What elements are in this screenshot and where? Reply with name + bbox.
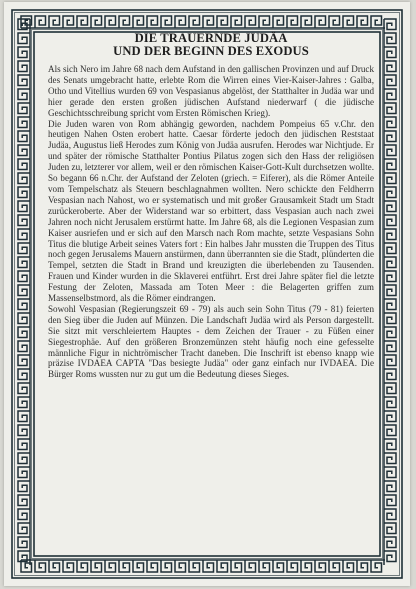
body-text — [48, 64, 374, 380]
title-line-1: DIE TRAUERNDE JUDÄA — [134, 31, 288, 45]
title-line-2: UND DER BEGINN DES EXODUS — [113, 44, 309, 58]
paragraph-3: Sowohl Vespasian (Regierungszeit 69 - 79) als auch sein Sohn Titus (79 - 81) feierten den Sieg über die Juden auf Münzen. Die Landschaft Judäa wird als Person dargestellt. Sie sitzt mit verschleiertem Hauptes - dem Zeichen der Trauer - zu Füßen einer Siegestrophäe. Auf den größeren Bronzemünzen steht häufig noch eine gefesselte männliche Figur in nichtrömischer Tracht daneben. Die Inschrift ist ebenso knapp wie präzise IVDAEA CAPTA "Das besiegte Judäa" oder ganz einfach nur IVDAEA. Die Bürger Roms wussten nur zu gut um die Bedeutung dieses Sieges. — [48, 303, 374, 380]
paragraph-2: Die Juden waren von Rom abhängig geworden, nachdem Pompeius 65 v.Chr. den heutigen Nahen Osten erobert hatte. Caesar förderte jedoch den jüdischen Reststaat Judäa, Augustus ließ Herodes zum König von Judäa ausrufen. Herodes war Nichtjude. Er und später der römische Statthalter Pontius Pilatus zogen sich den Hass der religiösen Juden zu, letzterer vor allem, weil er den römischen Kaiser-Gott-Kult durchsetzen wollte. So begann 66 n.Chr. der Aufstand der Zeloten (griech. = Eiferer), als die Römer Anteile vom Tempelschatz als Steuern beschlagnahmen wollten. Nero schickte den Feldherrn Vespasian nach Nahost, wo er systematisch und mit großer Grausamkeit Stadt um Stadt zurückeroberte. Aber der Widerstand war so erbittert, dass Vespasian auch nach zwei Jahren noch nicht Jerusalem erstürmt hatte. Im Jahre 68, als die Legionen Vespasian zum Kaiser ausriefen und er sich auf den Marsch nach Rom machte, setzte Vespasians Sohn Titus die blutige Arbeit seines Vaters fort : Ein halbes Jahr mussten die Truppen des Titus noch gegen Jerusalems Mauern anstürmen, dann überrannten sie die Stadt, plünderten die Tempel, setzten die Stadt in Brand und kreuzigten die überlebenden zu Tausenden. Frauen und Kinder wurden in die Sklaverei entführt. Erst drei Jahre später fiel die letzte Festung der Zeloten, Massada am Toten Meer : die Belagerten griffen zum Massenselbstmord, als die Römer eindrangen. — [48, 118, 375, 304]
paragraph-1: Als sich Nero im Jahre 68 nach dem Aufstand in den gallischen Provinzen und auf Druck des Senats umgebracht hatte, erlebte Rom die Wirren eines Vier-Kaiser-Jahres : Galba, Otho und Vitellius wurden 69 von Vespasianus abgelöst, der Statthalter in Judäa war und hier gerade den ersten großen jüdischen Aufstand niederwarf ( die jüdische Geschichtsschreibung spricht vom Ersten Römischen Krieg). — [48, 64, 374, 118]
document-title — [48, 32, 374, 58]
document-content — [48, 22, 374, 522]
document-sheet — [4, 2, 410, 586]
